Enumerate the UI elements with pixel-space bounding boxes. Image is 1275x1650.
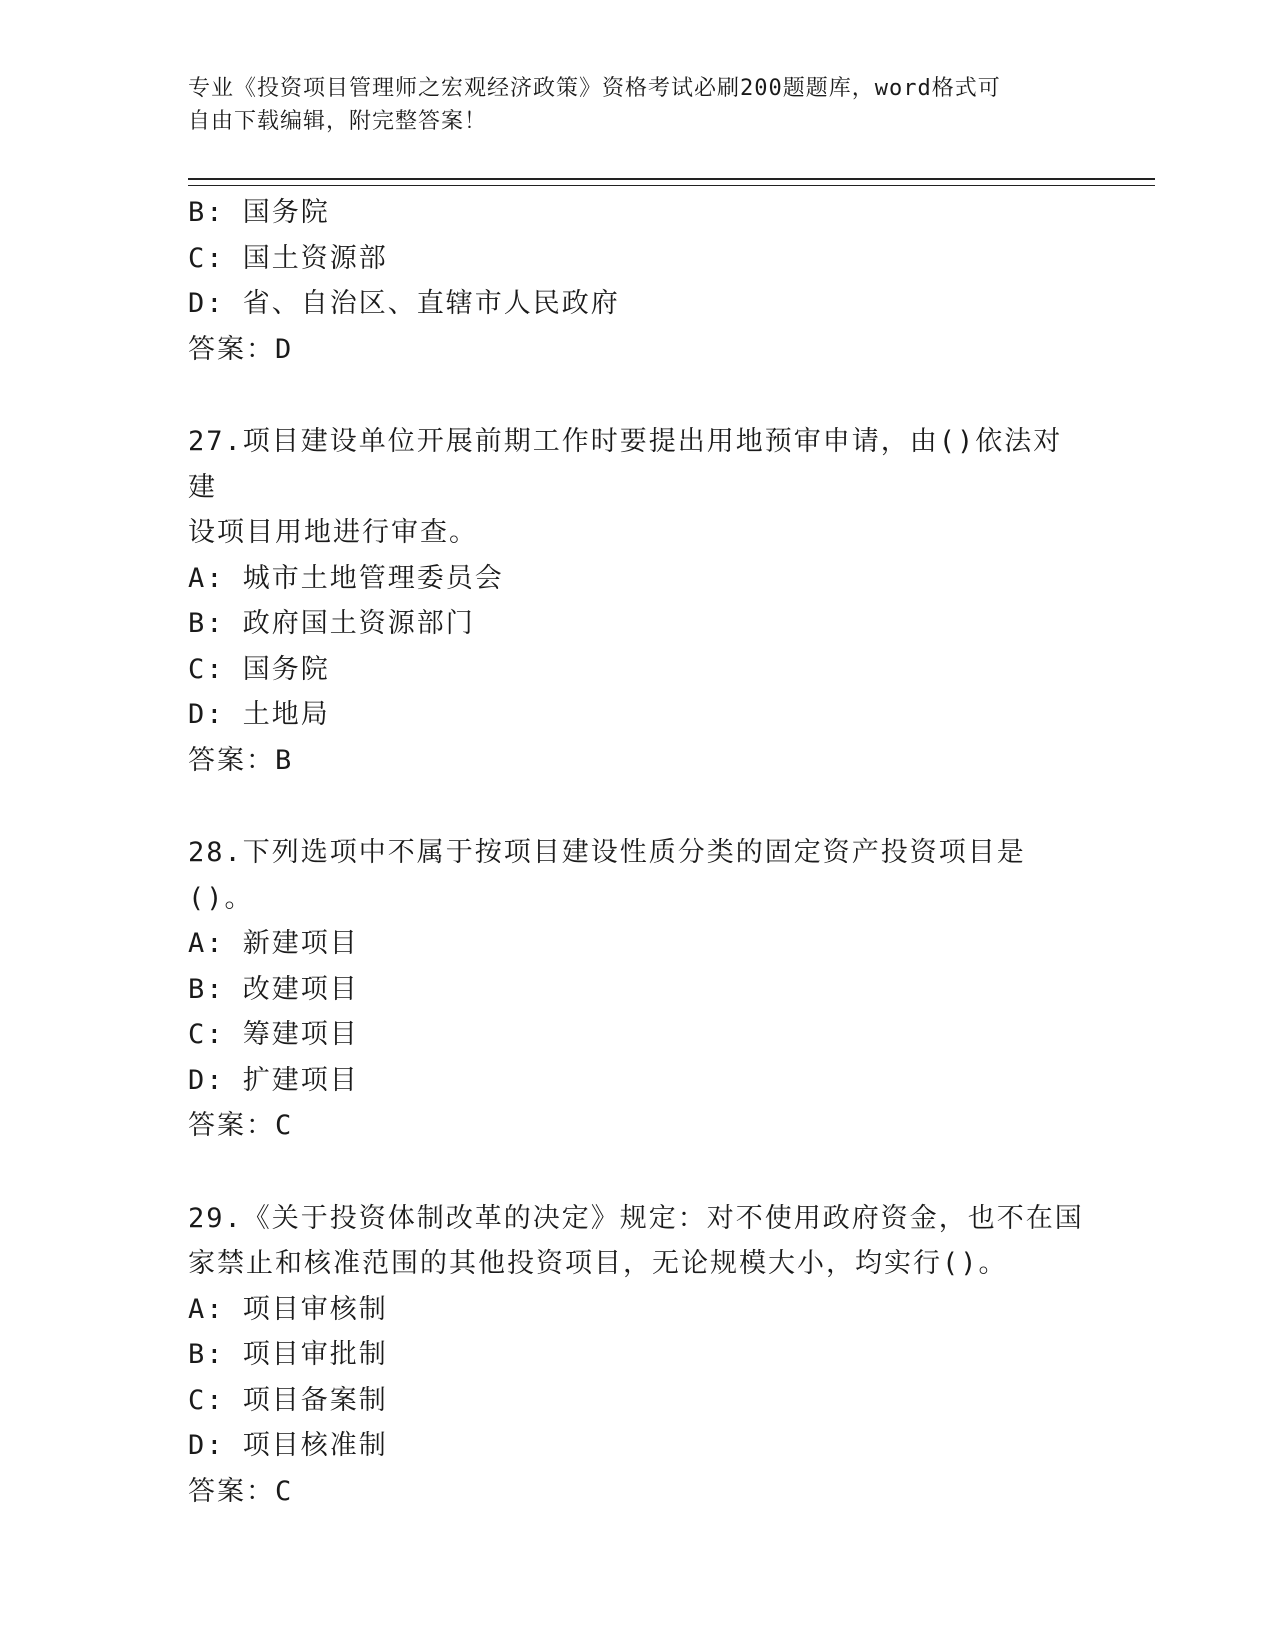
option-b: B: 国务院 bbox=[188, 197, 330, 228]
answer-line: 答案：C bbox=[188, 1475, 294, 1507]
option-c: C: 国务院 bbox=[188, 653, 330, 685]
option-b: B: 项目审批制 bbox=[188, 1339, 388, 1370]
option-c: C: 项目备案制 bbox=[188, 1384, 388, 1416]
question-block-27 bbox=[188, 419, 1088, 783]
question-text-line-1: 27.项目建设单位开展前期工作时要提出用地预审申请，由()依法对建 bbox=[188, 426, 1063, 503]
question-text-line-2: 家禁止和核准范围的其他投资项目，无论规模大小，均实行()。 bbox=[188, 1248, 1008, 1279]
option-a: A: 城市土地管理委员会 bbox=[188, 562, 504, 594]
option-a: A: 新建项目 bbox=[188, 928, 359, 959]
question-text-line-2: 设项目用地进行审查。 bbox=[188, 517, 478, 548]
option-b: B: 改建项目 bbox=[188, 973, 359, 1005]
option-a: A: 项目审核制 bbox=[188, 1293, 388, 1325]
header-divider bbox=[188, 178, 1155, 186]
answer-line: 答案：B bbox=[188, 744, 294, 776]
option-d: D: 土地局 bbox=[188, 699, 330, 730]
question-text-line-1: 29.《关于投资体制改革的决定》规定：对不使用政府资金，也不在国 bbox=[188, 1202, 1084, 1234]
option-d: D: 省、自治区、直辖市人民政府 bbox=[188, 288, 620, 319]
option-d: D: 项目核准制 bbox=[188, 1430, 388, 1461]
answer-line: 答案：D bbox=[188, 333, 294, 365]
header-intro-line-1: 专业《投资项目管理师之宏观经济政策》资格考试必刷200题题库，word格式可 bbox=[188, 76, 1001, 101]
header-intro-line-2: 自由下载编辑，附完整答案！ bbox=[188, 109, 488, 134]
question-block-28 bbox=[188, 830, 1088, 1149]
question-block-29 bbox=[188, 1196, 1088, 1515]
option-c: C: 筹建项目 bbox=[188, 1019, 359, 1050]
option-d: D: 扩建项目 bbox=[188, 1064, 359, 1096]
question-block-partial bbox=[188, 190, 1088, 372]
option-c: C: 国土资源部 bbox=[188, 242, 388, 274]
question-list bbox=[188, 190, 1088, 1514]
question-text-line-1: 28.下列选项中不属于按项目建设性质分类的固定资产投资项目是()。 bbox=[188, 837, 1026, 914]
option-b: B: 政府国土资源部门 bbox=[188, 608, 475, 639]
document-header bbox=[188, 72, 1088, 138]
answer-line: 答案：C bbox=[188, 1110, 294, 1141]
